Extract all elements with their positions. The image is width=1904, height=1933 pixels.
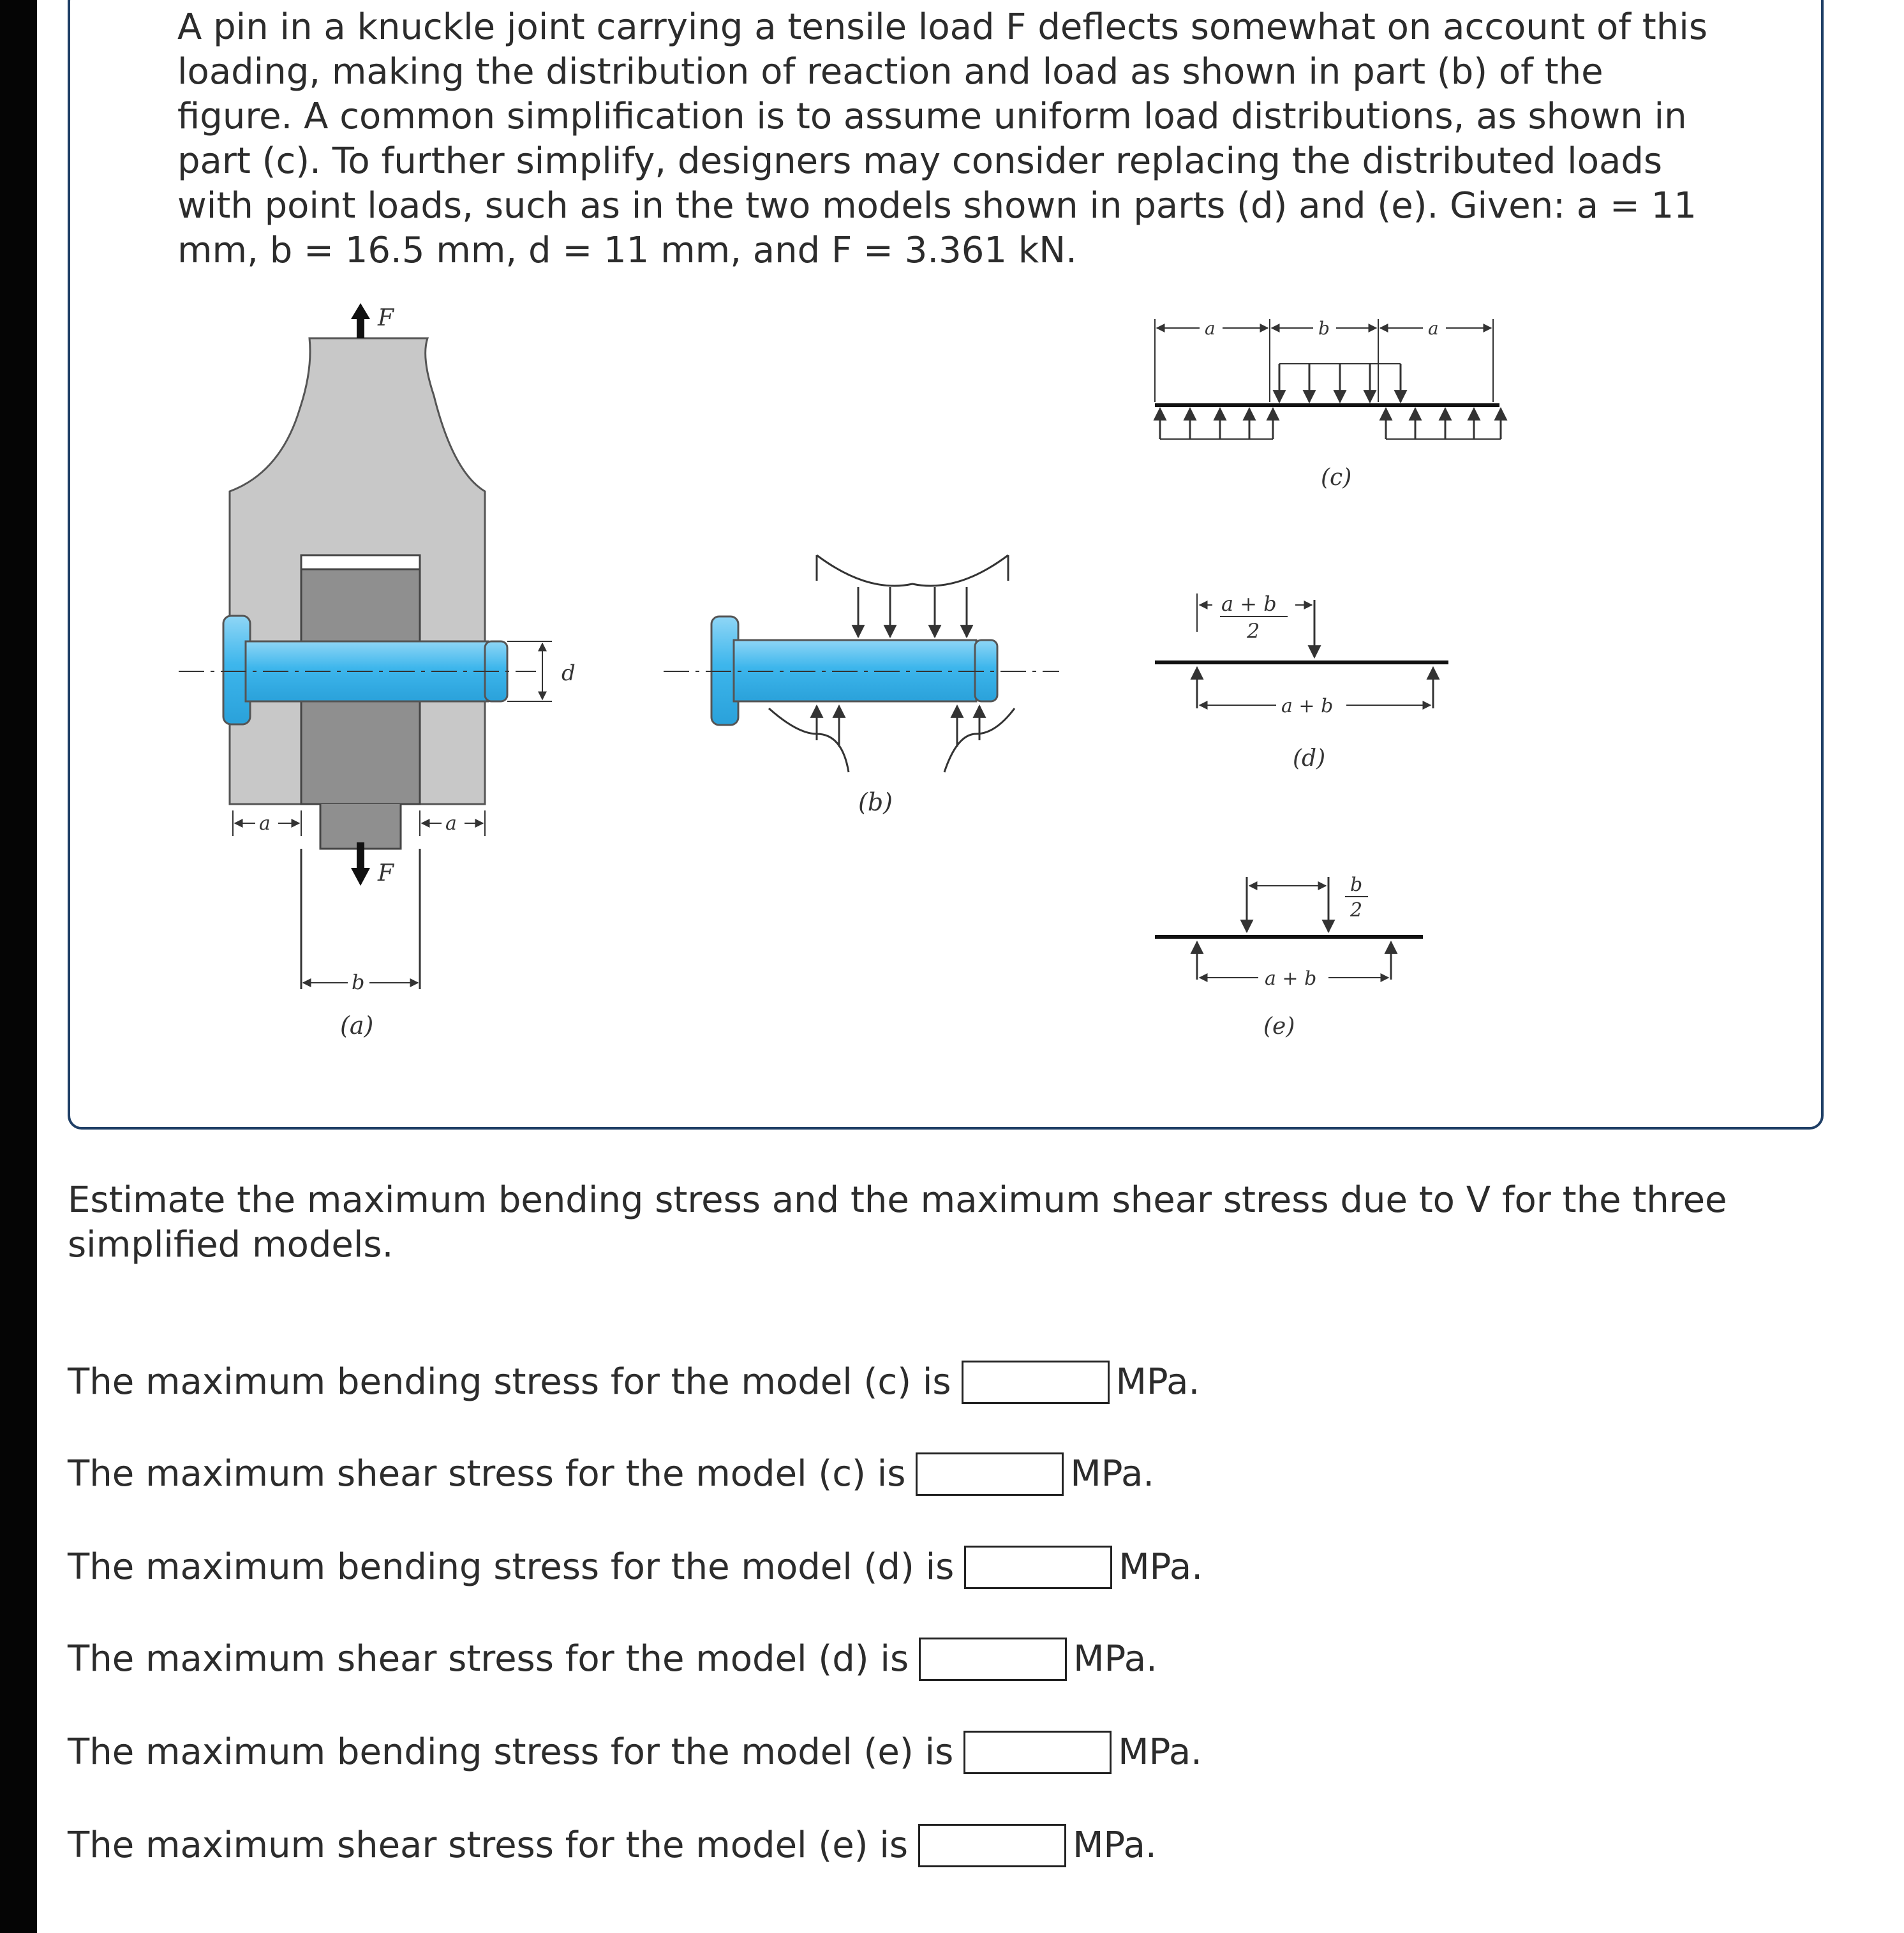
answer-input-bending-d[interactable] [964,1546,1112,1589]
left-edge-bar [0,0,37,1933]
label-d: d [562,661,576,686]
label-d-span: a + b [1281,695,1334,717]
answer-unit: MPa. [1073,1638,1157,1680]
label-a-left: a [259,812,271,835]
label-c-b: b [1318,318,1330,339]
label-c-a1: a [1205,318,1216,339]
part-b-drawing [664,555,1059,772]
answer-unit: MPa. [1073,1824,1157,1866]
part-a-drawing [179,303,552,992]
answer-prefix: The maximum shear stress for the model (e) is [68,1824,909,1866]
answer-row-bending-c [68,1358,1200,1405]
problem-intro: A pin in a knuckle joint carrying a tensile load F deflects somewhat on account of this loading, making the distribution of reaction and load as shown in part (b) of the figure. A common simplification is to assume uniform load distributions, as shown in part (c). To further simplify, designers may consider replacing the distributed loads with point loads, such as in the two models shown in parts (d) and (e). Given: a = 11 mm, b = 16.5 mm, d = 11 mm, and F = 3.361 kN. [177,6,1707,271]
answer-input-shear-e[interactable] [918,1824,1066,1867]
label-e-frac-num: b [1350,874,1363,896]
answer-row-shear-c [68,1450,1154,1496]
label-part-b: (b) [858,788,893,816]
answer-unit: MPa. [1070,1452,1155,1495]
answer-row-shear-e [68,1821,1157,1868]
answer-row-bending-d [68,1543,1203,1590]
answer-unit: MPa. [1119,1546,1203,1588]
answer-unit: MPa. [1118,1731,1202,1773]
answer-prefix: The maximum bending stress for the model (d) is [68,1546,955,1588]
answer-input-bending-c[interactable] [962,1361,1110,1404]
answer-prefix: The maximum bending stress for the model (e) is [68,1731,954,1773]
label-d-frac-den: 2 [1247,619,1260,643]
answer-prefix: The maximum bending stress for the model (c) is [68,1361,951,1403]
answer-input-shear-c[interactable] [916,1452,1064,1496]
label-F-top: F [378,305,394,331]
label-part-a: (a) [340,1011,374,1040]
label-part-c: (c) [1321,465,1352,491]
label-d-frac-num: a + b [1221,592,1277,616]
answer-row-shear-d [68,1635,1157,1682]
label-part-e: (e) [1263,1013,1295,1040]
answer-unit: MPa. [1115,1361,1200,1403]
label-a-right: a [445,812,457,835]
answer-input-shear-d[interactable] [919,1638,1067,1681]
answer-input-bending-e[interactable] [963,1731,1112,1774]
answer-row-bending-e [68,1728,1202,1775]
answer-prefix: The maximum shear stress for the model (c) is [68,1452,906,1495]
label-c-a2: a [1428,318,1439,339]
label-b: b [352,970,365,994]
label-e-frac-den: 2 [1350,899,1363,922]
label-part-d: (d) [1293,745,1326,772]
knuckle-joint-figure [153,300,1582,1066]
answer-prefix: The maximum shear stress for the model (d) is [68,1638,909,1680]
label-e-span: a + b [1265,967,1317,990]
label-F-bottom: F [378,860,394,886]
question-text: Estimate the maximum bending stress and the maximum shear stress due to V for the three simplified models. [68,1179,1727,1265]
